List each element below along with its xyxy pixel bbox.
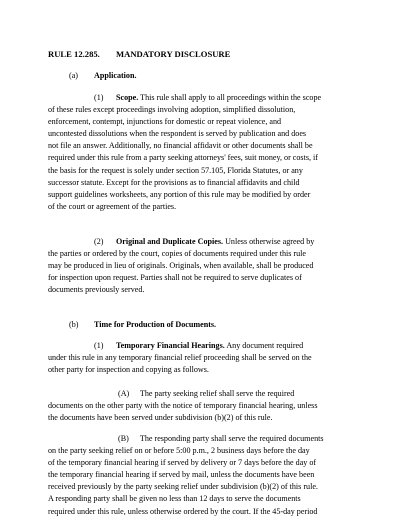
paragraph-bA-line: the documents have been served under subdivision (b)(2) of this rule. xyxy=(48,413,273,423)
section-b-title: Time for Production of Documents. xyxy=(94,320,217,329)
paragraph-b1-line: other party for inspection and copying as follows. xyxy=(48,365,209,375)
paragraph-a1-line: of the court or agreement of the parties. xyxy=(48,201,177,211)
paragraph-a1-line: uncontested dissolutions when the respondent is served by publication and does xyxy=(48,129,307,139)
paragraph-bB-line: required under this rule, unless otherwise ordered by the court. If the 45-day period xyxy=(48,506,318,516)
paragraph-a2-line: may be produced in lieu of originals. Originals, when available, shall be produced xyxy=(48,261,314,271)
paragraph-b1-text: Any document required xyxy=(226,341,304,350)
paragraph-a1 xyxy=(48,92,353,213)
paragraph-a2-heading: Original and Duplicate Copies. xyxy=(116,237,224,246)
paragraph-bB-line: of the temporary financial hearing if served by delivery or 7 days before the day of xyxy=(48,458,317,468)
paragraph-a1-text: This rule shall apply to all proceedings within the scope xyxy=(140,93,322,102)
paragraph-bA-line xyxy=(48,388,353,400)
section-a-heading xyxy=(69,70,137,82)
paragraph-a2-marker: (2) xyxy=(94,237,104,246)
rule-number: RULE 12.285. xyxy=(48,49,100,59)
paragraph-a1-line xyxy=(48,92,353,104)
paragraph-bB-line: received previously by the party seeking relief under subdivision (b)(2) of this rule. xyxy=(48,482,318,492)
rule-title: MANDATORY DISCLOSURE xyxy=(116,49,231,59)
paragraph-a1-marker: (1) xyxy=(94,93,104,102)
section-a-title: Application. xyxy=(94,71,137,80)
paragraph-a1-heading: Scope. xyxy=(116,93,139,102)
paragraph-bB-line: on the party seeking relief on or before 5:00 p.m., 2 business days before the day xyxy=(48,446,310,456)
paragraph-a1-line: not file an answer. Additionally, no financial affidavit or other documents shall be xyxy=(48,141,313,151)
paragraph-b1-marker: (1) xyxy=(94,341,104,350)
paragraph-bA-text: The party seeking relief shall serve the required xyxy=(139,389,295,398)
paragraph-a1-line: support guidelines worksheets, any portion of this rule may be modified by order xyxy=(48,189,311,199)
paragraph-bA-marker: (A) xyxy=(118,389,130,398)
paragraph-bA-line: documents on the other party with the notice of temporary financial hearing, unless xyxy=(48,401,318,411)
paragraph-a2 xyxy=(48,236,353,296)
paragraph-bB-line xyxy=(48,433,353,445)
paragraph-bB-line: A responding party shall be given no less than 12 days to serve the documents xyxy=(48,494,301,504)
paragraph-b1 xyxy=(48,340,353,376)
paragraph-b1-line xyxy=(48,340,353,352)
paragraph-b1-line: under this rule in any temporary financial relief proceeding shall be served on the xyxy=(48,353,312,363)
section-b-heading xyxy=(69,319,216,331)
paragraph-a2-line: documents previously served. xyxy=(48,285,145,295)
paragraph-a1-line: required under this rule from a party seeking attorneys' fees, suit money, or costs, if xyxy=(48,153,318,163)
paragraph-a2-line: for inspection upon request. Parties shall not be required to serve duplicates of xyxy=(48,273,302,283)
paragraph-a1-line: enforcement, contempt, injunctions for domestic or repeat violence, and xyxy=(48,117,282,127)
paragraph-a2-text: Unless otherwise agreed by xyxy=(225,237,315,246)
section-b-marker: (b) xyxy=(69,320,79,329)
paragraph-bB-marker: (B) xyxy=(118,434,129,443)
paragraph-a2-line xyxy=(48,236,353,248)
paragraph-a1-line: the basis for the request is solely under section 57.105, Florida Statutes, or any xyxy=(48,165,303,175)
paragraph-a2-line: the parties or ordered by the court, copies of documents required under this rule xyxy=(48,249,307,259)
paragraph-a1-line: successor statute. Except for the provisions as to financial affidavits and child xyxy=(48,177,300,187)
paragraph-b1-heading: Temporary Financial Hearings. xyxy=(116,341,225,350)
paragraph-a1-line: of these rules except proceedings involving adoption, simplified dissolution, xyxy=(48,105,296,115)
section-a-marker: (a) xyxy=(69,71,78,80)
paragraph-bB-text: The responding party shall serve the required documents xyxy=(139,434,324,443)
rule-heading xyxy=(48,48,230,60)
paragraph-bB xyxy=(48,433,353,518)
paragraph-bB-line: the temporary financial hearing if served by mail, unless the documents have been xyxy=(48,470,315,480)
paragraph-bA xyxy=(48,388,353,424)
